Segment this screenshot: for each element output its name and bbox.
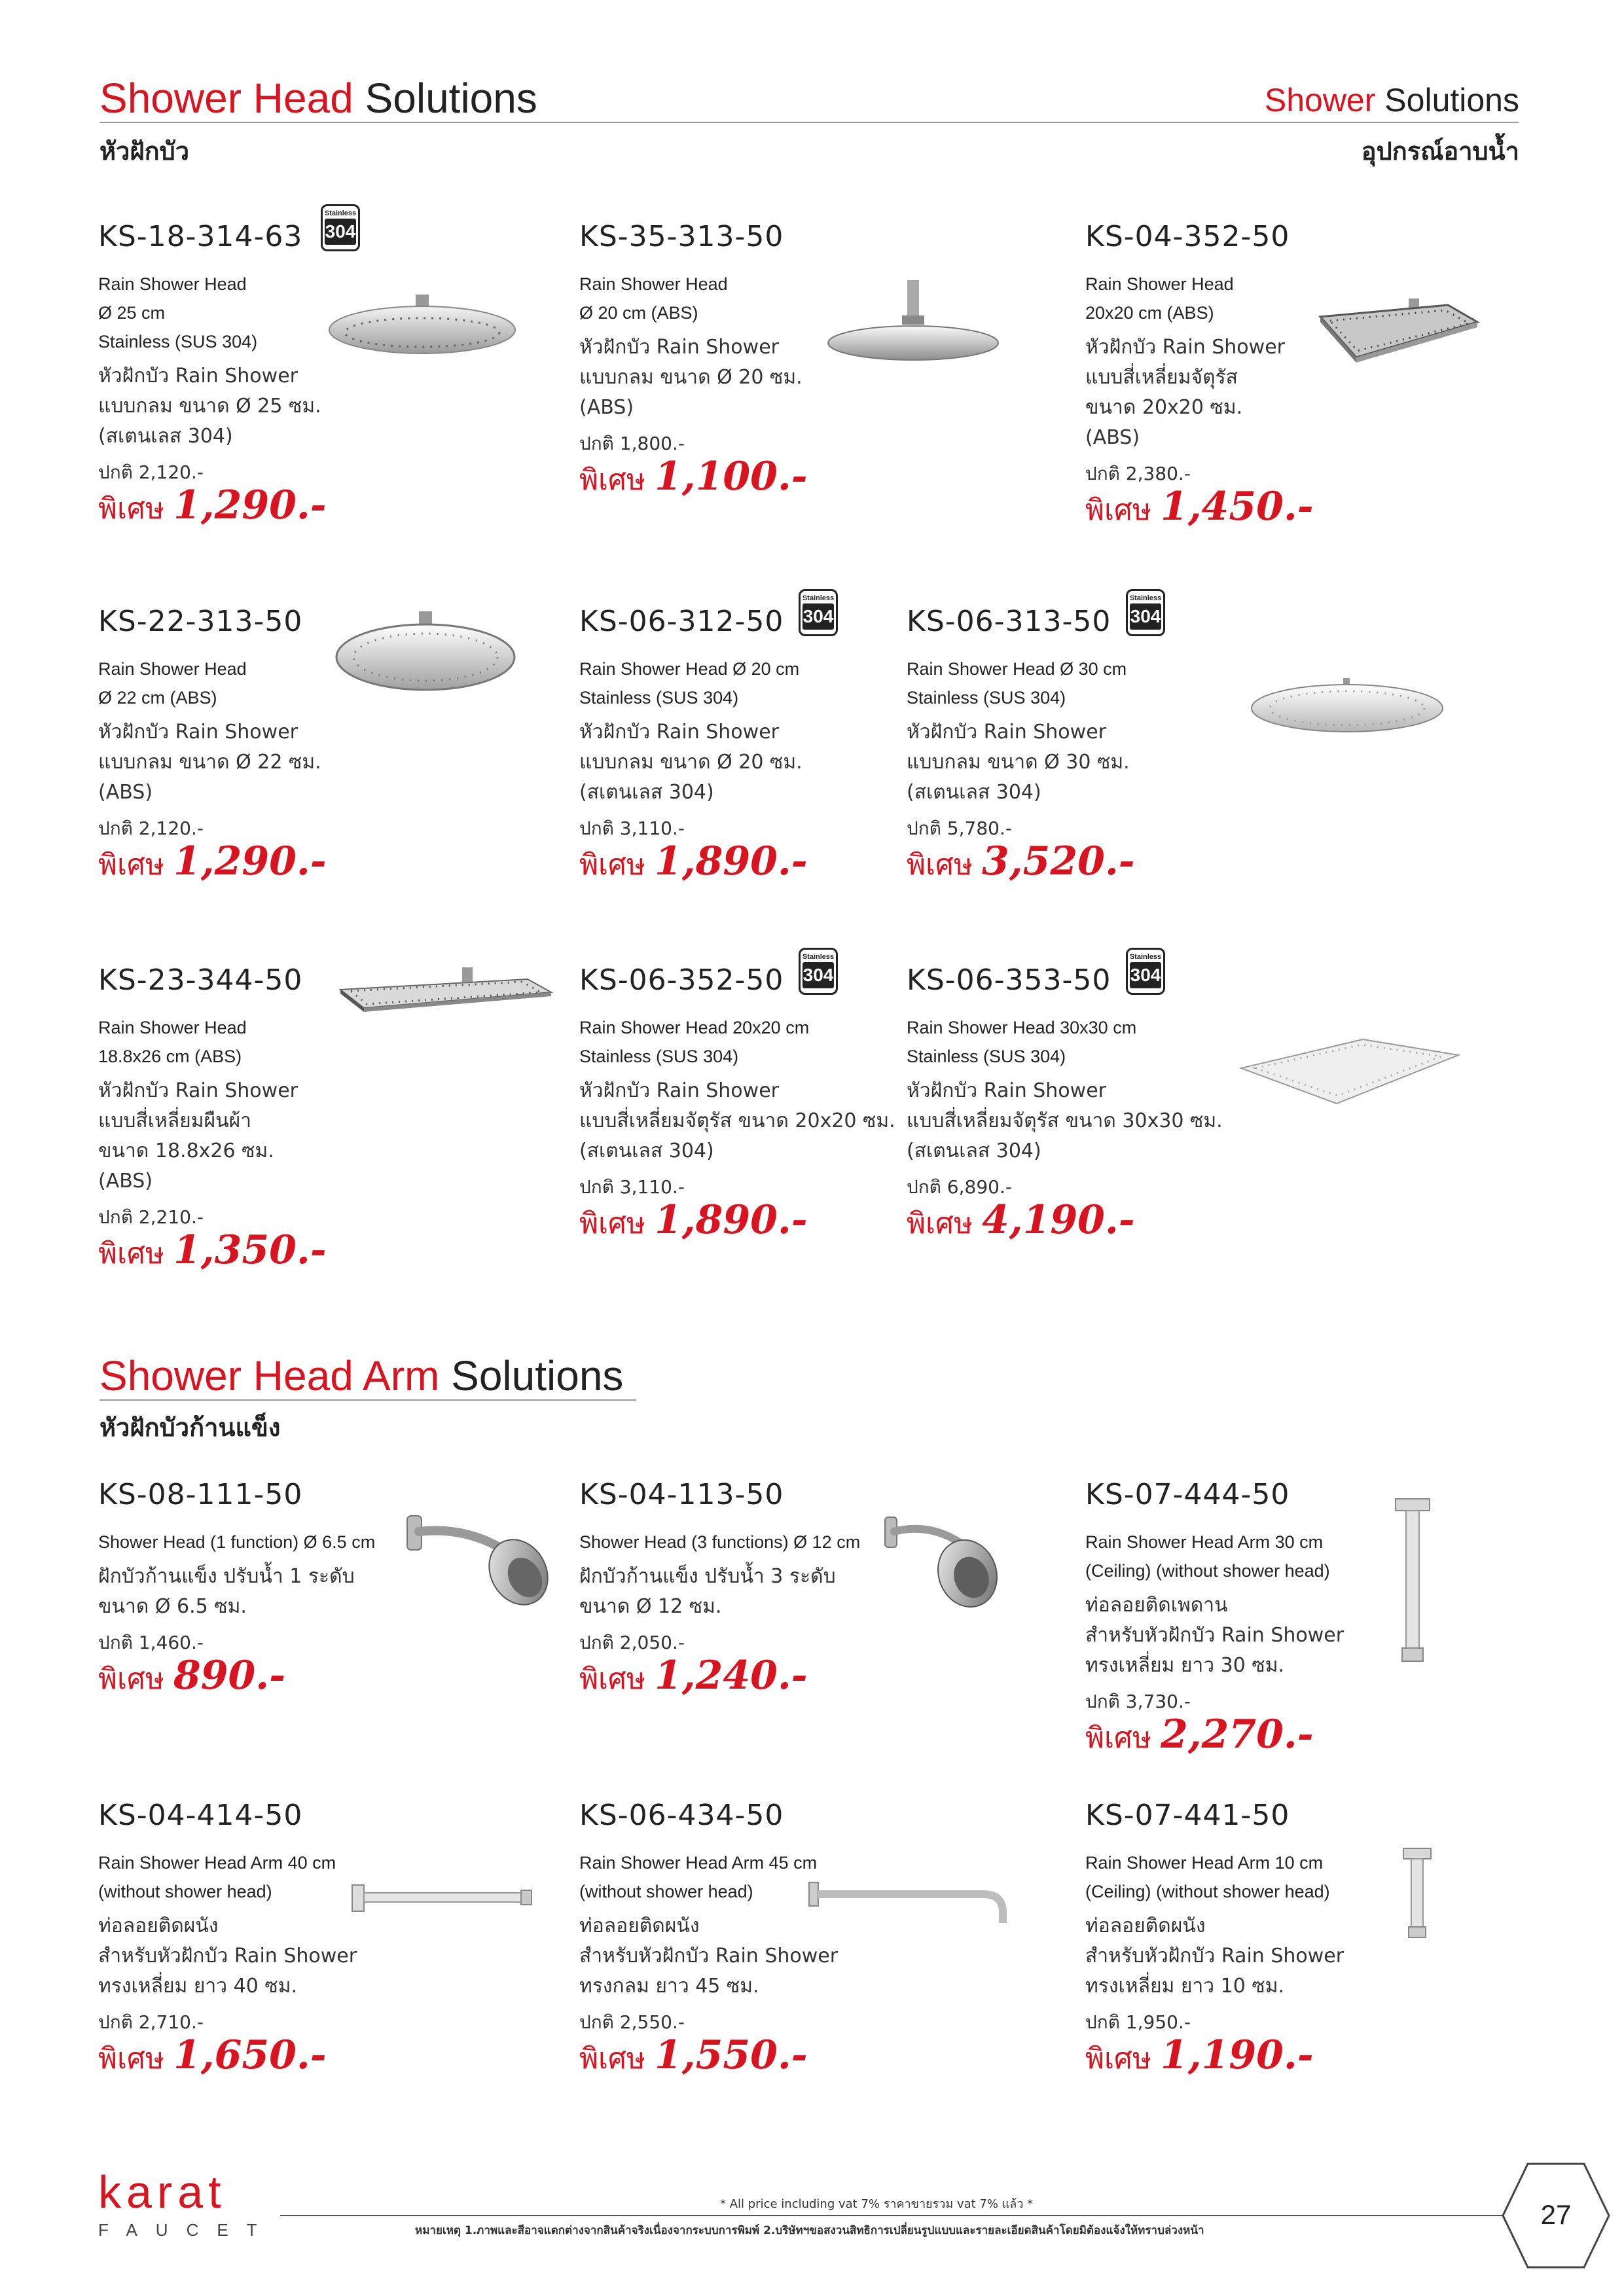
product-spec-th: หัวฝักบัว Rain Shower: [98, 721, 298, 744]
product-spec-th: ทรงเหลี่ยม ยาว 30 ซม.: [1085, 1654, 1285, 1677]
special-price: [907, 1197, 1365, 1249]
product-spec-en: Shower Head (3 functions) Ø 12 cm: [579, 1532, 861, 1552]
special-price: [98, 2032, 556, 2085]
round-shower-head-image: [825, 279, 1001, 364]
product-spec-en: Ø 22 cm (ABS): [98, 688, 217, 708]
product-card: [907, 594, 1365, 891]
normal-price: ปกติ 2,210.-: [98, 1206, 204, 1228]
product-spec-th: (ABS): [98, 781, 153, 804]
special-price-label: พิเศษ: [98, 492, 164, 526]
section-divider: [99, 1399, 636, 1401]
brand-logo: karat FAUCET: [98, 2166, 276, 2240]
product-spec-th: ท่อลอยติดผนัง: [1085, 1914, 1206, 1937]
product-spec-en: Rain Shower Head Arm 30 cm: [1085, 1532, 1324, 1552]
round-shower-head-image: [334, 610, 517, 695]
product-spec-th: หัวฝักบัว Rain Shower: [579, 721, 779, 744]
special-price-label: พิเศษ: [1085, 494, 1151, 527]
product-spec-en: Rain Shower Head: [1085, 274, 1234, 294]
normal-price: ปกติ 2,120.-: [98, 461, 204, 483]
product-spec-en: Rain Shower Head Ø 20 cm: [579, 659, 800, 679]
special-price-label: พิเศษ: [579, 1207, 645, 1240]
special-price-label: พิเศษ: [1085, 1721, 1151, 1755]
special-price-value: 1,290.-: [173, 838, 327, 884]
product-spec-en: Rain Shower Head Arm 10 cm: [1085, 1853, 1324, 1873]
square-shower-head-image: [1238, 1035, 1461, 1107]
special-price: [579, 1653, 1038, 1705]
product-spec-th: แบบกลม ขนาด Ø 22 ซม.: [98, 751, 321, 774]
ceiling-arm-image: [1401, 1846, 1434, 1944]
product-spec-th: ขนาด 18.8x26 ซม.: [98, 1140, 274, 1162]
page-number: 27: [1540, 2199, 1572, 2230]
product-spec-en: Rain Shower Head: [98, 274, 247, 294]
product-spec-th: ท่อลอยติดผนัง: [579, 1914, 700, 1937]
product-code: KS-08-111-50: [98, 1478, 303, 1511]
product-card: [98, 1801, 556, 2085]
special-price-value: 1,650.-: [173, 2032, 327, 2078]
badge-number: 304: [803, 962, 834, 988]
product-spec-th: แบบกลม ขนาด Ø 20 ซม.: [579, 751, 803, 774]
rect-shower-head-image: [338, 966, 554, 1032]
product-spec-th: ฝักบัวก้านแข็ง ปรับน้ำ 3 ระดับ: [579, 1565, 836, 1588]
square-shower-head-image: [1317, 297, 1481, 369]
product-code: KS-06-312-50: [579, 605, 784, 638]
product-spec-th: หัวฝักบัว Rain Shower: [907, 721, 1106, 744]
product-spec-th: (สเตนเลส 304): [579, 1140, 714, 1162]
product-code: KS-07-441-50: [1085, 1799, 1290, 1832]
product-spec-th: แบบสี่เหลี่ยมจัตุรัส: [1085, 366, 1238, 389]
special-price-label: พิเศษ: [98, 848, 164, 882]
special-price-label: พิเศษ: [98, 1662, 164, 1696]
footer-remark: หมายเหตุ 1.ภาพและสีอาจแตกต่างจากสินค้าจริงเนื่องจากระบบการพิมพ์ 2.บริษัทฯขอสงวนสิทธิการเปลี่ยนรูปแบบและรายละเอียดสินค้าโดยมิต้องแจ้งให้ทราบล่วงหน้า: [415, 2224, 1204, 2237]
page-subtitle: หัวฝักบัว: [99, 137, 190, 166]
product-spec-th: ทรงเหลี่ยม ยาว 40 ซม.: [98, 1975, 298, 1998]
wall-shower-head-image: [884, 1505, 1001, 1610]
product-spec-th: หัวฝักบัว Rain Shower: [1085, 336, 1285, 359]
vat-note: * All price including vat 7% ราคาขายรวม vat 7% แล้ว *: [720, 2197, 1034, 2211]
product-spec-th: (ABS): [98, 1170, 153, 1193]
badge-top-text: Stainless: [1129, 953, 1162, 961]
product-spec-th: แบบกลม ขนาด Ø 30 ซม.: [907, 751, 1130, 774]
product-card: [1085, 220, 1543, 536]
special-price-label: พิเศษ: [98, 2042, 164, 2075]
special-price-value: 1,890.-: [654, 838, 808, 884]
special-price-label: พิเศษ: [907, 848, 973, 882]
badge-top-text: Stainless: [1129, 594, 1162, 602]
badge-number: 304: [803, 603, 834, 630]
product-spec-en: Shower Head (1 function) Ø 6.5 cm: [98, 1532, 376, 1552]
special-price-label: พิเศษ: [579, 2042, 645, 2075]
product-spec-en: Rain Shower Head Arm 45 cm: [579, 1853, 818, 1873]
special-price: [1085, 2032, 1543, 2085]
product-spec-en: Ø 25 cm: [98, 303, 166, 323]
product-code: KS-18-314-63: [98, 220, 303, 253]
product-spec-th: ท่อลอยติดเพดาน: [1085, 1594, 1228, 1617]
normal-price: ปกติ 1,800.-: [579, 433, 685, 454]
footer-divider: [280, 2215, 1524, 2216]
product-code: KS-06-352-50: [579, 963, 784, 997]
product-spec-en: Stainless (SUS 304): [98, 332, 258, 351]
product-spec-en: (without shower head): [98, 1882, 272, 1901]
special-price-label: พิเศษ: [907, 1207, 973, 1240]
product-spec-th: สำหรับหัวฝักบัว Rain Shower: [1085, 1624, 1344, 1647]
product-spec-en: Stainless (SUS 304): [579, 1047, 739, 1066]
product-spec-th: ทรงเหลี่ยม ยาว 10 ซม.: [1085, 1975, 1285, 1998]
product-spec-th: ทรงกลม ยาว 45 ซม.: [579, 1975, 759, 1998]
product-spec-th: แบบสี่เหลี่ยมจัตุรัส ขนาด 30x30 ซม.: [907, 1109, 1223, 1132]
special-price-value: 1,100.-: [654, 454, 808, 499]
product-spec-th: (สเตนเลส 304): [907, 1140, 1041, 1162]
product-spec-en: Stainless (SUS 304): [907, 1047, 1066, 1066]
header-divider: [99, 122, 1519, 123]
product-code: KS-04-113-50: [579, 1478, 784, 1511]
product-code: KS-06-353-50: [907, 963, 1111, 997]
special-price: [1085, 1712, 1543, 1764]
special-price-value: 890.-: [173, 1653, 286, 1698]
product-spec-th: สำหรับหัวฝักบัว Rain Shower: [579, 1945, 839, 1967]
stainless-304-badge: [1126, 589, 1165, 636]
stainless-304-badge: [799, 589, 838, 636]
badge-top-text: Stainless: [802, 953, 835, 961]
product-spec-th: (สเตนเลส 304): [907, 781, 1041, 804]
product-spec-th: ขนาด Ø 12 ซม.: [579, 1595, 722, 1618]
special-price-label: พิเศษ: [579, 463, 645, 497]
special-price-label: พิเศษ: [579, 848, 645, 882]
product-spec-en: Stainless (SUS 304): [579, 688, 739, 708]
product-spec-th: (ABS): [579, 396, 634, 419]
normal-price: ปกติ 1,460.-: [98, 1632, 204, 1653]
product-spec-th: ท่อลอยติดผนัง: [98, 1914, 219, 1937]
product-code: KS-07-444-50: [1085, 1478, 1290, 1511]
wall-arm-square-image: [350, 1872, 539, 1918]
special-price: [907, 838, 1365, 891]
product-spec-th: แบบสี่เหลี่ยมผืนผ้า: [98, 1109, 252, 1132]
product-spec-en: Stainless (SUS 304): [907, 688, 1066, 708]
normal-price: ปกติ 3,110.-: [579, 1176, 685, 1198]
special-price-value: 1,550.-: [654, 2032, 808, 2078]
product-spec-en: Rain Shower Head: [98, 659, 247, 679]
product-code: KS-06-434-50: [579, 1799, 784, 1832]
product-spec-en: Rain Shower Head: [579, 274, 728, 294]
special-price: [98, 838, 556, 891]
product-spec-th: ขนาด 20x20 ซม.: [1085, 396, 1243, 419]
product-spec-th: หัวฝักบัว Rain Shower: [579, 336, 779, 359]
product-spec-th: หัวฝักบัว Rain Shower: [579, 1079, 779, 1102]
normal-price: ปกติ 2,050.-: [579, 1632, 685, 1653]
product-spec-en: Rain Shower Head Arm 40 cm: [98, 1853, 336, 1873]
product-spec-en: 18.8x26 cm (ABS): [98, 1047, 242, 1066]
product-code: KS-04-414-50: [98, 1799, 303, 1832]
special-price-label: พิเศษ: [98, 1237, 164, 1270]
special-price: [579, 454, 1038, 506]
special-price-value: 4,190.-: [981, 1197, 1135, 1243]
product-spec-th: แบบกลม ขนาด Ø 25 ซม.: [98, 395, 321, 418]
special-price-label: พิเศษ: [579, 1662, 645, 1696]
badge-top-text: Stainless: [324, 209, 357, 217]
product-code: KS-06-313-50: [907, 605, 1111, 638]
product-spec-th: สำหรับหัวฝักบัว Rain Shower: [98, 1945, 357, 1967]
product-spec-en: Ø 20 cm (ABS): [579, 303, 698, 323]
special-price-value: 1,890.-: [654, 1197, 808, 1243]
product-card: [579, 220, 1038, 506]
product-card: [579, 1801, 1038, 2085]
product-card: [907, 953, 1365, 1249]
stainless-304-badge: [799, 948, 838, 995]
section-title-arms: Shower Head Arm Solutions: [99, 1352, 624, 1399]
badge-number: 304: [1130, 962, 1161, 988]
product-spec-en: (Ceiling) (without shower head): [1085, 1882, 1330, 1901]
product-code: KS-22-313-50: [98, 605, 303, 638]
normal-price: ปกติ 1,950.-: [1085, 2011, 1191, 2033]
product-card: [1085, 1478, 1543, 1764]
product-spec-th: (ABS): [1085, 426, 1140, 449]
product-card: [98, 209, 556, 535]
product-spec-en: Rain Shower Head 30x30 cm: [907, 1018, 1137, 1037]
product-spec-th: หัวฝักบัว Rain Shower: [98, 1079, 298, 1102]
product-code: KS-04-352-50: [1085, 220, 1290, 253]
round-shower-head-image: [327, 293, 517, 359]
page-title: Shower Head Solutions: [99, 75, 537, 122]
product-spec-en: Rain Shower Head 20x20 cm: [579, 1018, 810, 1037]
special-price-value: 1,350.-: [173, 1227, 327, 1273]
product-spec-th: ฝักบัวก้านแข็ง ปรับน้ำ 1 ระดับ: [98, 1565, 355, 1588]
product-spec-th: ขนาด Ø 6.5 ซม.: [98, 1595, 247, 1618]
special-price: [579, 2032, 1038, 2085]
product-spec-th: (สเตนเลส 304): [579, 781, 714, 804]
product-spec-en: Rain Shower Head: [98, 1018, 247, 1037]
special-price-value: 3,520.-: [981, 838, 1135, 884]
badge-number: 304: [1130, 603, 1161, 630]
special-price-label: พิเศษ: [1085, 2042, 1151, 2075]
normal-price: ปกติ 3,730.-: [1085, 1691, 1191, 1712]
badge-top-text: Stainless: [802, 594, 835, 602]
product-spec-th: สำหรับหัวฝักบัว Rain Shower: [1085, 1945, 1344, 1967]
normal-price: ปกติ 2,550.-: [579, 2011, 685, 2033]
special-price-value: 1,240.-: [654, 1653, 808, 1698]
round-shower-head-image: [1249, 677, 1445, 736]
normal-price: ปกติ 3,110.-: [579, 817, 685, 839]
stainless-304-badge: [321, 204, 360, 251]
product-spec-th: หัวฝักบัว Rain Shower: [907, 1079, 1106, 1102]
normal-price: ปกติ 5,780.-: [907, 817, 1012, 839]
badge-number: 304: [325, 219, 356, 245]
product-spec-th: หัวฝักบัว Rain Shower: [98, 365, 298, 387]
product-code: KS-35-313-50: [579, 220, 784, 253]
product-spec-th: แบบสี่เหลี่ยมจัตุรัส ขนาด 20x20 ซม.: [579, 1109, 895, 1132]
wall-shower-head-image: [406, 1503, 550, 1607]
special-price: [98, 1227, 556, 1280]
normal-price: ปกติ 6,890.-: [907, 1176, 1012, 1198]
product-spec-th: แบบกลม ขนาด Ø 20 ซม.: [579, 366, 803, 389]
section-subtitle-arms: หัวฝักบัวก้านแข็ง: [99, 1413, 281, 1442]
ceiling-arm-image: [1393, 1496, 1432, 1666]
product-card: [1085, 1801, 1543, 2085]
product-spec-en: 20x20 cm (ABS): [1085, 303, 1214, 323]
stainless-304-badge: [1126, 948, 1165, 995]
special-price-value: 1,290.-: [173, 482, 327, 528]
product-spec-en: (Ceiling) (without shower head): [1085, 1561, 1330, 1581]
normal-price: ปกติ 2,710.-: [98, 2011, 204, 2033]
special-price-value: 1,450.-: [1160, 484, 1314, 530]
special-price: [98, 1653, 556, 1705]
product-spec-th: (สเตนเลส 304): [98, 425, 233, 448]
section-label: Shower Solutions: [1264, 82, 1519, 118]
normal-price: ปกติ 2,380.-: [1085, 463, 1191, 484]
section-sublabel: อุปกรณ์อาบน้ำ: [1361, 137, 1519, 166]
normal-price: ปกติ 2,120.-: [98, 817, 204, 839]
special-price-value: 2,270.-: [1160, 1712, 1314, 1757]
special-price-value: 1,190.-: [1160, 2032, 1314, 2078]
special-price: [1085, 484, 1543, 536]
product-code: KS-23-344-50: [98, 963, 303, 997]
product-spec-en: (without shower head): [579, 1882, 753, 1901]
wall-arm-round-image: [806, 1869, 1016, 1928]
special-price: [98, 482, 556, 535]
product-spec-en: Rain Shower Head Ø 30 cm: [907, 659, 1127, 679]
